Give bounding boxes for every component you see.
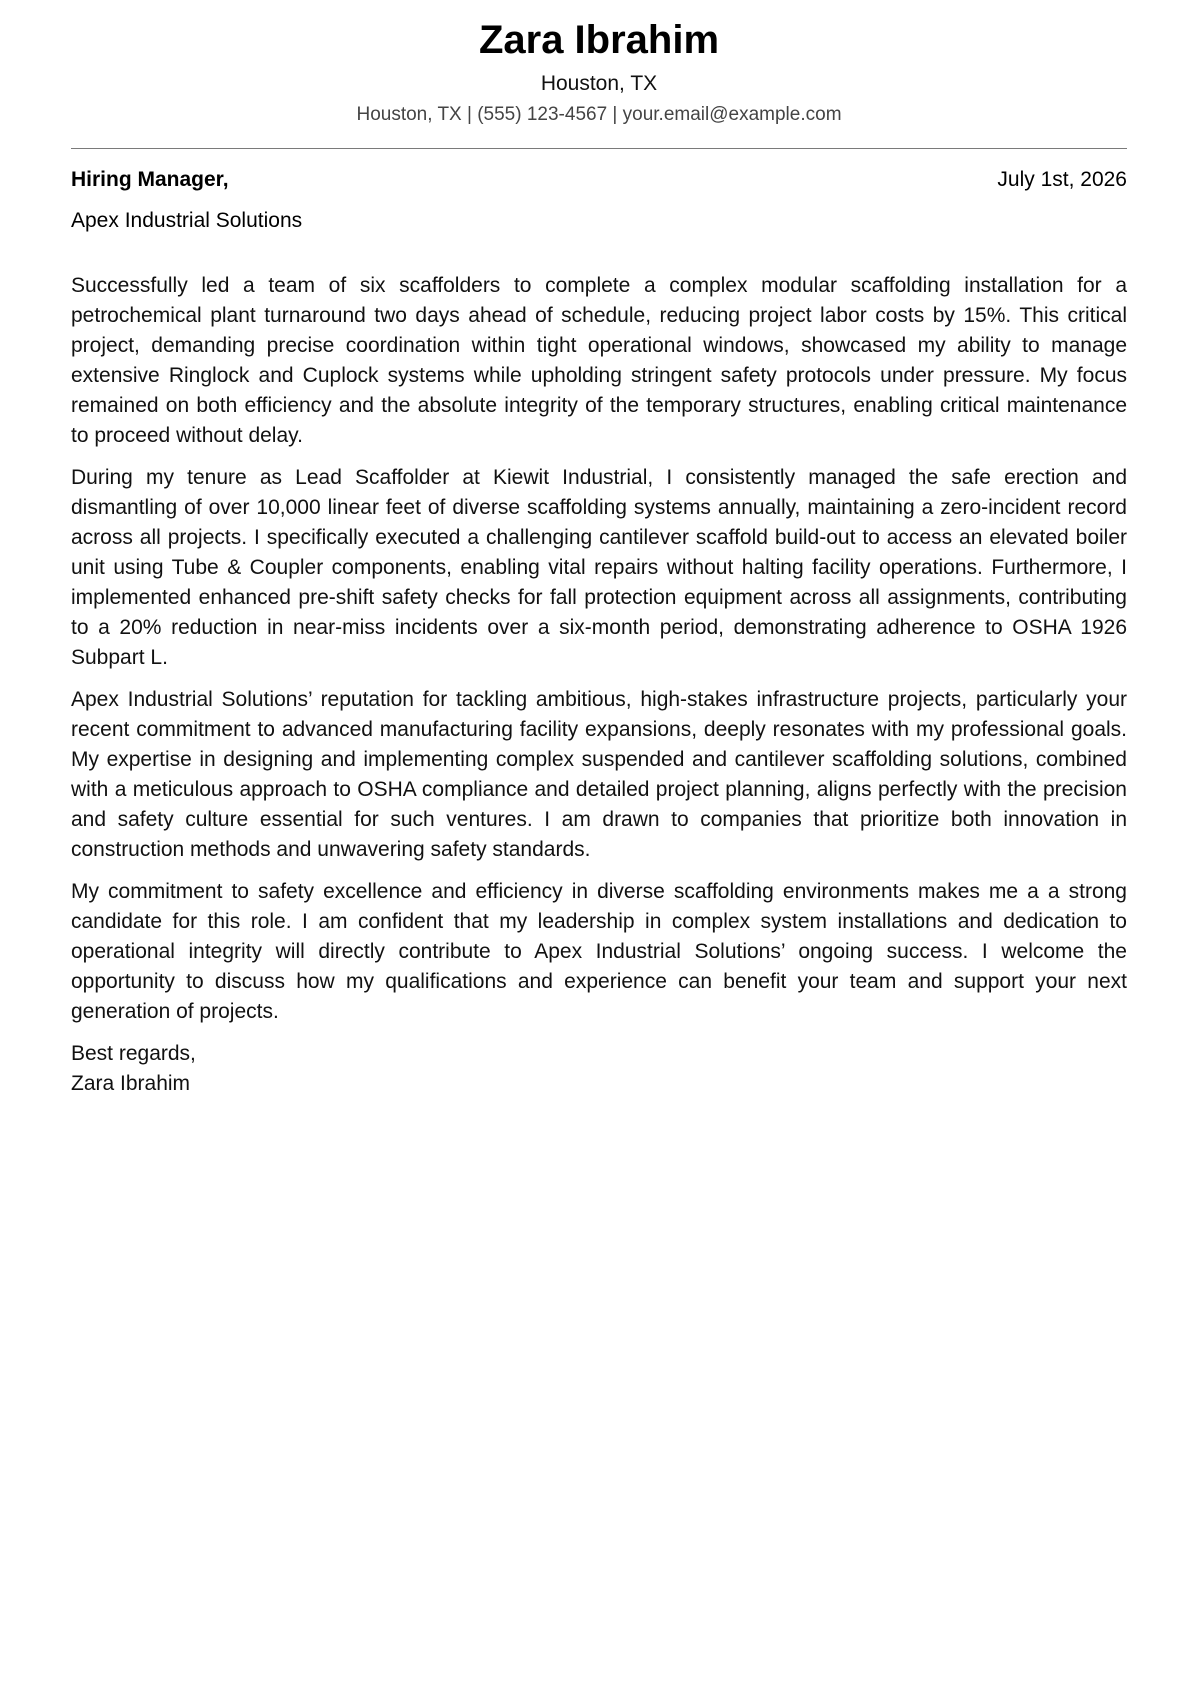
body-paragraph-2: During my tenure as Lead Scaffolder at Kiewit Industrial, I consistently managed the safe erection and dismantling of over 10,000 linear feet of diverse scaffolding systems annually, maintaining a zero-incident record across all projects. I specifically executed a challenging cantilever scaffold build-out to access an elevated boiler unit using Tube & Coupler components, enabling vital repairs without halting facility operations. Furthermore, I implemented enhanced pre-shift safety checks for fall protection equipment across all assignments, contributing to a 20% reduction in near-miss incidents over a six-month period, demonstrating adherence to OSHA 1926 Subpart L. [71,466,1127,669]
applicant-location: Houston, TX [540,72,658,95]
letter-closing-block [71,1039,1127,1099]
letter-date: July 1st, 2026 [997,168,1127,191]
body-paragraph-3: Apex Industrial Solutions’ reputation for tackling ambitious, high-stakes infrastructure projects, particularly your recent commitment to advanced manufacturing facility expansions, deeply resonates with my professional goals. My expertise in designing and implementing complex suspended and cantilever scaffolding solutions, combined with a meticulous approach to OSHA compliance and detailed project planning, aligns perfectly with the precision and safety culture essential for such ventures. I am drawn to companies that prioritize both innovation in construction methods and unwavering safety standards. [71,688,1127,861]
letter-body [71,271,1127,1099]
body-paragraph-1: Successfully led a team of six scaffolders to complete a complex modular scaffolding installation for a petrochemical plant turnaround two days ahead of schedule, reducing project labor costs by 15%. This critical project, demanding precise coordination within tight operational windows, showcased my ability to manage extensive Ringlock and Cuplock systems while upholding stringent safety protocols under pressure. My focus remained on both efficiency and the absolute integrity of the temporary structures, enabling critical maintenance to proceed without delay. [71,274,1127,447]
signature-name: Zara Ibrahim [71,1072,191,1095]
body-paragraph-4: My commitment to safety excellence and efficiency in diverse scaffolding environments makes me a a strong candidate for this role. I am confident that my leadership in complex system installations and dedication to operational integrity will directly contribute to Apex Industrial Solutions’ ongoing success. I welcome the opportunity to discuss how my qualifications and experience can benefit your team and support your next generation of projects. [71,880,1127,1023]
header-divider [71,148,1127,149]
recipient-company: Apex Industrial Solutions [71,209,303,232]
recipient-salutation: Hiring Manager, [71,168,229,191]
applicant-name: Zara Ibrahim [478,18,720,62]
closing-phrase: Best regards, [71,1042,196,1065]
contact-line: Houston, TX | (555) 123-4567 | your.email@example.com [356,104,842,125]
